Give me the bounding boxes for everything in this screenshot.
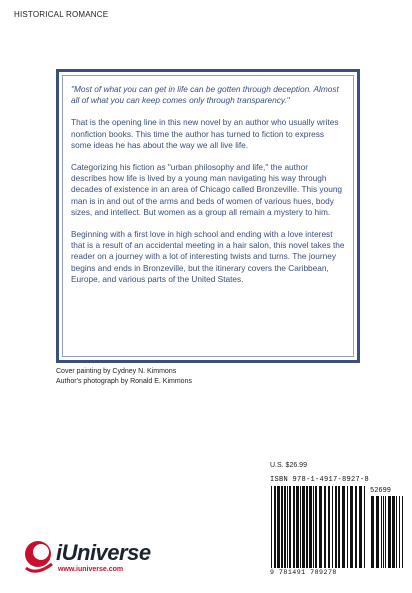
genre-label: HISTORICAL ROMANCE (14, 10, 109, 19)
publisher-name: iUniverse (56, 540, 151, 565)
barcode-addon-digits: 52699 (370, 487, 392, 495)
isbn-label: ISBN 978-1-4917-8927-8 (270, 476, 370, 484)
blurb-paragraph-2: Categorizing his fiction as "urban philosophy and life," the author describes how life is lived by a young man navigating his way through decades of existence in an area of Chicago called Bronzeville. This young man is in and out of the arms and beds of women of various hues, body sizes, and intellect. But women as a group all remain a mystery to him. (71, 162, 343, 217)
publisher-swoosh-icon (22, 538, 56, 578)
publisher-url: www.iuniverse.com (58, 566, 124, 573)
photo-credit: Author's photograph by Ronald E. Kimmons (56, 378, 192, 385)
credits (56, 367, 192, 387)
price-label: U.S. $26.99 (270, 462, 307, 469)
barcode-icon (270, 486, 368, 568)
cover-credit: Cover painting by Cydney N. Kimmons (56, 368, 177, 375)
publisher-logo (22, 536, 172, 584)
blurb-paragraph-1: That is the opening line in this new novel by an author who usually writes nonfiction books. This time the author has turned to fiction to express some ideas he has about the way we all live life. (71, 117, 339, 150)
opening-quote: "Most of what you can get in life can be gotten through deception. Almost all of what you can keep comes only through transparency." (71, 84, 339, 106)
blurb-frame (56, 69, 360, 363)
blurb-paragraph-3: Beginning with a first love in high school and ending with a love interest that is a result of an accidental meeting in a hair salon, this novel takes the reader on a journey with a lot of interesting twists and turns. The journey begins and ends in Bronzeville, but the itinerary covers the Caribbean, Europe, and various parts of the United States. (71, 229, 345, 284)
blurb-content (62, 75, 354, 357)
barcode-number: 9 781491 789278 (270, 569, 337, 576)
barcode-addon-icon (370, 496, 404, 568)
